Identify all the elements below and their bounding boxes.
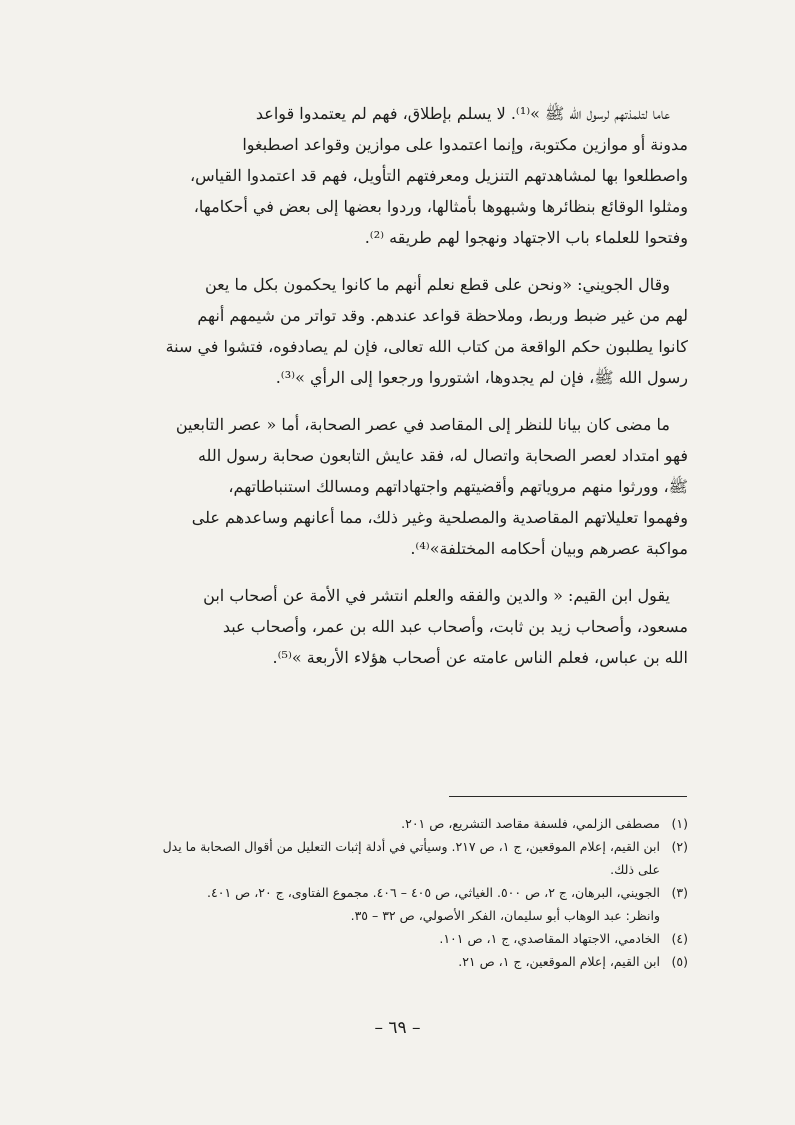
- footnote-text: [98, 950, 660, 973]
- paragraph: [98, 269, 688, 393]
- text-line: وقال الجويني: «ونحن على قطع نعلم أنهم ما كانوا يحكمون بكل ما يعن: [205, 275, 670, 294]
- text-line: يقول ابن القيم: « والدين والفقه والعلم انتشر في الأمة عن أصحاب ابن: [203, 586, 670, 605]
- footnote: [98, 881, 688, 927]
- footnote-text: [98, 927, 660, 950]
- body-text: [98, 98, 688, 689]
- footnote-line: مصطفى الزلمي، فلسفة مقاصد التشريع، ص ٢٠١.: [401, 816, 660, 831]
- paragraph: [98, 409, 688, 564]
- footnote-number: (٣): [671, 885, 688, 900]
- text-line: ومثلوا الوقائع بنظائرها وشبهوها بأمثالها، وردوا بعضها إلى بعض في أحكامها،: [193, 197, 688, 216]
- footnote-text: [98, 881, 660, 927]
- footnote-divider: [449, 796, 687, 797]
- footnote-line: الجويني، البرهان، ج ٢، ص ٥٠٠. الغياثي، ص ٤٠٥ – ٤٠٦. مجموع الفتاوى، ج ٢٠، ص ٤٠١.: [207, 885, 660, 900]
- footnote-text: [98, 835, 660, 881]
- footnote-number: (٤): [671, 931, 688, 946]
- footnote-number: (١): [671, 816, 688, 831]
- text-line: فهو امتداد لعصر الصحابة واتصال له، فقد عايش التابعون صحابة رسول الله: [197, 446, 688, 465]
- footnote-line: ابن القيم، إعلام الموقعين، ج ١، ص ٢١٧. وسيأتي في أدلة إثبات التعليل من أقوال الصحابة ما يدل: [162, 839, 660, 854]
- footnote-text: [98, 812, 660, 835]
- text-line: الله بن عباس، فعلم الناس عامته عن أصحاب هؤلاء الأربعة »⁽⁵⁾.: [272, 648, 688, 667]
- footnote-line: وانظر: عبد الوهاب أبو سليمان، الفكر الأصولي، ص ٣٢ – ٣٥.: [350, 908, 660, 923]
- text-line: عاما لتلمذتهم لرسول الله ﷺ »⁽¹⁾. لا يسلم بإطلاق، فهم لم يعتمدوا قواعد: [255, 104, 670, 123]
- footnote: [98, 950, 688, 973]
- paragraph: [98, 98, 688, 253]
- text-line: لهم من غير ضبط وربط، وملاحظة قواعد عندهم. وقد تواتر من شيمهم أنهم: [197, 306, 688, 325]
- text-line: ما مضى كان بيانا للنظر إلى المقاصد في عصر الصحابة، أما « عصر التابعين: [175, 415, 670, 434]
- footnote: [98, 812, 688, 835]
- footnote-line: ابن القيم، إعلام الموقعين، ج ١، ص ٢١.: [458, 954, 660, 969]
- text-line: كانوا يطلبون حكم الواقعة من كتاب الله تعالى، فإن لم يصادفوه، فتشوا في سنة: [165, 337, 688, 356]
- footnote: [98, 927, 688, 950]
- text-line: وفهموا تعليلاتهم المقاصدية والمصلحية وغير ذلك، مما أعانهم وساعدهم على: [191, 508, 688, 527]
- text-line: واصطلعوا بها لمشاهدتهم التنزيل ومعرفتهم التأويل، فهم قد اعتمدوا القياس،: [189, 166, 688, 185]
- footnote: [98, 835, 688, 881]
- text-line: مسعود، وأصحاب زيد بن ثابت، وأصحاب عبد الله بن عمر، وأصحاب عبد: [222, 617, 688, 636]
- footnote-number: (٥): [671, 954, 688, 969]
- text-line: رسول الله ﷺ، فإن لم يجدوها، اشتوروا ورجعوا إلى الرأي »⁽³⁾.: [275, 368, 688, 387]
- text-line: مدونة أو موازين مكتوبة، وإنما اعتمدوا على موازين وقواعد اصطبغوا: [242, 135, 688, 154]
- text-line: مواكبة عصرهم وبيان أحكامه المختلفة»⁽⁴⁾.: [410, 539, 688, 558]
- footnotes: [98, 812, 688, 973]
- text-line: ﷺ، وورثوا منهم مروياتهم وأقضيتهم واجتهاداتهم ومسالك استنباطاتهم،: [228, 477, 688, 496]
- paragraph: [98, 580, 688, 673]
- footnote-line: على ذلك.: [610, 862, 660, 877]
- footnote-number: (٢): [671, 839, 688, 854]
- footnote-line: الخادمي، الاجتهاد المقاصدي، ج ١، ص ١٠١.: [439, 931, 660, 946]
- text-line: وفتحوا للعلماء باب الاجتهاد ونهجوا لهم طريقه ⁽²⁾.: [364, 228, 688, 247]
- page-number: – ٦٩ –: [374, 1018, 421, 1038]
